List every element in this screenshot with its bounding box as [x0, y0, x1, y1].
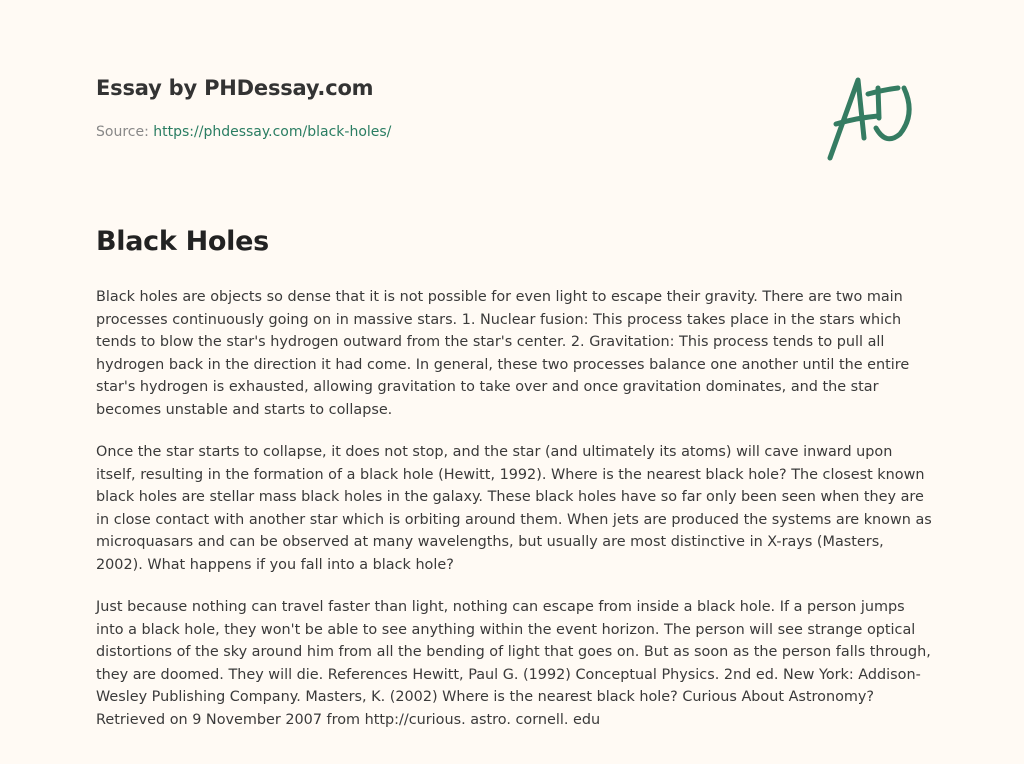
article-title: Black Holes	[96, 226, 269, 257]
paragraph: Just because nothing can travel faster than light, nothing can escape from inside a black hole. If a person jumps into a black hole, they won't be able to see anything within the event horizon. The person will see strange optical distortions of the sky around him from all the bending of light that goes on. But as soon as the person falls through, they are doomed. They will die. References Hewitt, Paul G. (1992) Conceptual Physics. 2nd ed. New York: Addison-Wesley Publishing Company. Masters, K. (2002) Where is the nearest black hole? Curious About Astronomy? Retrieved on 9 November 2007 from http://curious. astro. cornell. edu	[96, 599, 931, 728]
source-label: Source:	[96, 124, 149, 140]
site-title: Essay by PHDessay.com	[96, 76, 374, 100]
a-plus-logo-icon	[820, 66, 930, 166]
paragraph: Once the star starts to collapse, it does not stop, and the star (and ultimately its atoms) will cave inward upon itself, resulting in the formation of a black hole (Hewitt, 1992). Where is the nearest black hole? The closest known black holes are stellar mass black holes in the galaxy. These black holes have so far only been seen when they are in close contact with another star which is orbiting around them. When jets are produced the systems are known as microquasars and can be observed at many wavelengths, but usually are most distinctive in X-rays (Masters, 2002). What happens if you fall into a black hole?	[96, 444, 932, 573]
source-line	[96, 124, 391, 140]
paragraph: Black holes are objects so dense that it is not possible for even light to escape their gravity. There are two main processes continuously going on in massive stars. 1. Nuclear fusion: This process takes place in the stars which tends to blow the star's hydrogen outward from the star's center. 2. Gravitation: This process tends to pull all hydrogen back in the direction it had come. In general, these two processes balance one another until the entire star's hydrogen is exhausted, allowing gravitation to take over and once gravitation dominates, and the star becomes unstable and starts to collapse.	[96, 289, 910, 418]
article-body	[96, 286, 932, 751]
source-link[interactable]: https://phdessay.com/black-holes/	[153, 124, 392, 140]
